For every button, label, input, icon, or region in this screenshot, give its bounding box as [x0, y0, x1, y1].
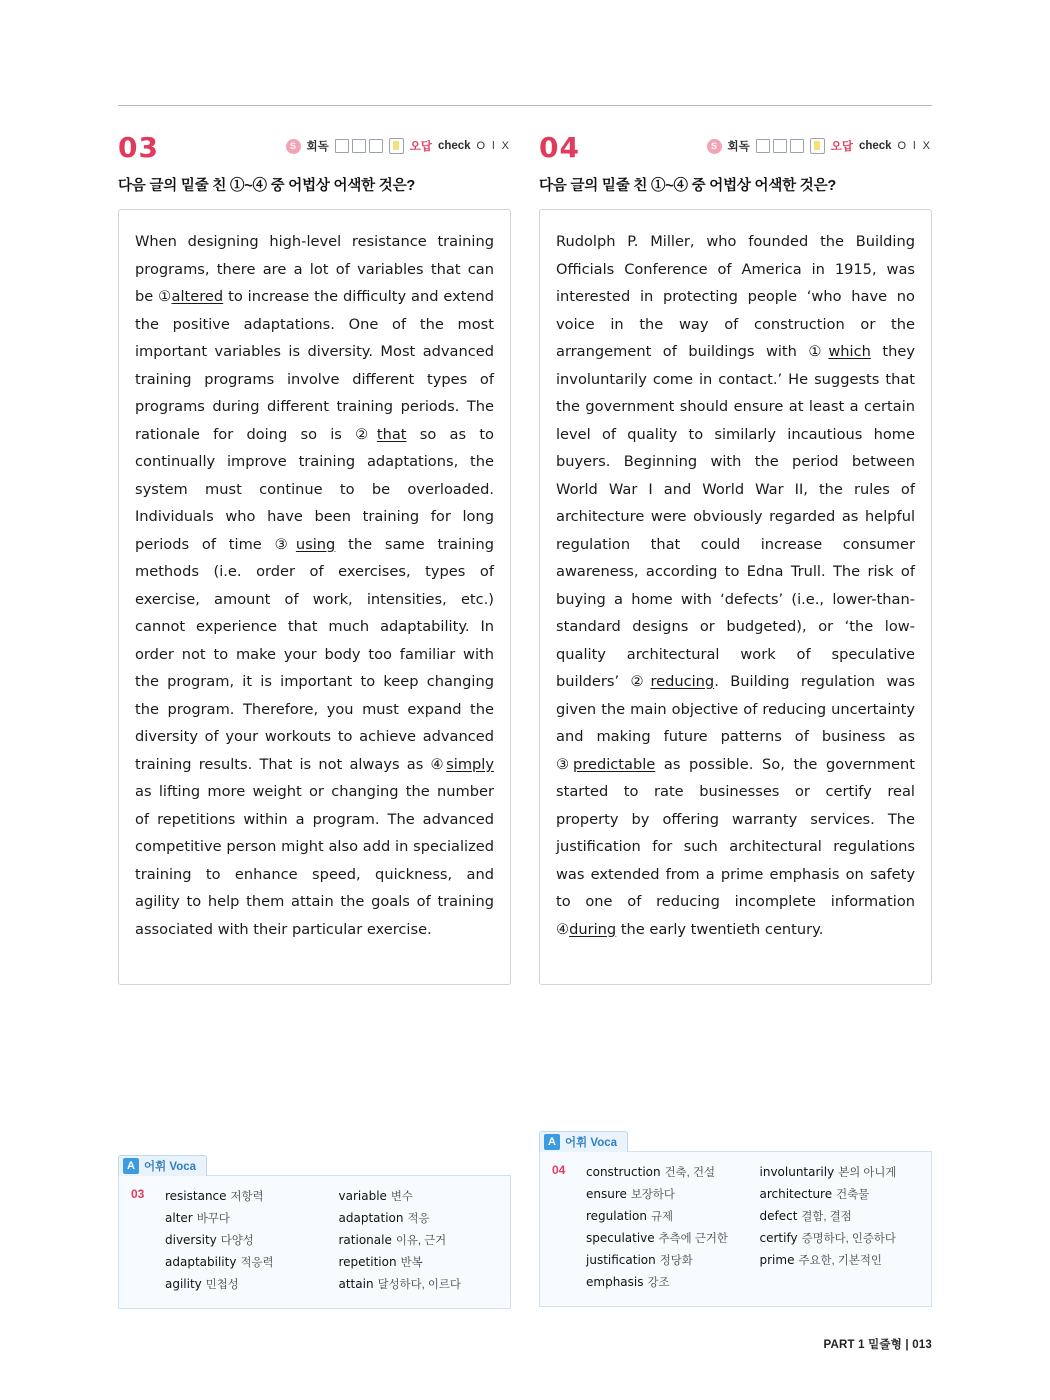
vocabulary-title: 어휘 Voca — [144, 1161, 197, 1173]
pencil-icon — [389, 138, 404, 154]
vocabulary-item — [586, 1272, 746, 1294]
hoedok-label: 회독 — [727, 141, 750, 153]
vocabulary-term: architecture — [759, 1187, 833, 1201]
vocabulary-item — [586, 1250, 746, 1272]
pencil-icon — [810, 138, 825, 154]
checkbox[interactable] — [335, 139, 349, 153]
vocabulary-title: 어휘 Voca — [565, 1137, 618, 1149]
vocabulary-tab — [118, 1155, 207, 1176]
vocabulary-item — [165, 1230, 325, 1252]
two-column-layout — [118, 131, 932, 1291]
vocabulary-tab — [539, 1131, 628, 1152]
vocabulary-term: alter — [165, 1211, 193, 1225]
odap-label: 오답 — [830, 141, 853, 153]
vocabulary-meaning: 규제 — [650, 1211, 673, 1223]
question-prompt: 다음 글의 밑줄 친 ①~④ 중 어법상 어색한 것은? — [118, 178, 416, 194]
vocabulary-meaning: 바꾸다 — [196, 1213, 230, 1225]
page-footer: PART 1 밑줄형 | 013 — [823, 1339, 932, 1351]
vocabulary-item — [339, 1186, 499, 1208]
vocabulary-meaning: 민첩성 — [205, 1279, 239, 1291]
vocabulary-term: resistance — [165, 1189, 227, 1203]
vocabulary-column — [165, 1186, 325, 1296]
checkbox[interactable] — [790, 139, 804, 153]
vocabulary-number: 04 — [552, 1163, 566, 1177]
question-column-04 — [539, 131, 932, 1289]
vocabulary-item — [586, 1184, 746, 1206]
vocabulary-term: justification — [586, 1253, 656, 1267]
vocabulary-meaning: 보장하다 — [630, 1189, 675, 1201]
stamp-icon: S — [286, 139, 301, 154]
vocabulary-item — [760, 1250, 920, 1272]
progress-check-group-04 — [707, 138, 933, 154]
vocabulary-meaning: 본의 아니게 — [838, 1167, 897, 1179]
vocabulary-term: speculative — [586, 1231, 655, 1245]
vocabulary-meaning: 주요한, 기본적인 — [798, 1255, 882, 1267]
vocabulary-column — [586, 1162, 746, 1294]
question-header-03 — [118, 132, 511, 172]
check-label: check — [858, 140, 892, 152]
vocabulary-term: diversity — [165, 1233, 217, 1247]
checkbox[interactable] — [352, 139, 366, 153]
vocabulary-item — [586, 1162, 746, 1184]
vocabulary-term: construction — [586, 1165, 661, 1179]
vocabulary-body — [118, 1175, 511, 1309]
vocabulary-term: prime — [759, 1253, 795, 1267]
question-number: 04 — [539, 131, 580, 164]
vocabulary-columns — [586, 1162, 919, 1294]
vocabulary-term: ensure — [586, 1187, 627, 1201]
vocabulary-term: repetition — [338, 1255, 397, 1269]
vocabulary-item — [165, 1208, 325, 1230]
oix-toggle[interactable]: O l X — [897, 140, 932, 152]
hoedok-checkboxes[interactable] — [335, 139, 383, 153]
vocabulary-meaning: 건축, 건설 — [664, 1167, 715, 1179]
vocabulary-meaning: 달성하다, 이르다 — [377, 1279, 461, 1291]
vocabulary-term: rationale — [338, 1233, 392, 1247]
vocabulary-item — [339, 1252, 499, 1274]
vocabulary-meaning: 정당화 — [659, 1255, 693, 1267]
vocabulary-meaning: 반복 — [400, 1257, 423, 1269]
hoedok-label: 회독 — [306, 141, 329, 153]
vocabulary-item — [586, 1228, 746, 1250]
oix-toggle[interactable]: O l X — [476, 140, 511, 152]
vocabulary-column — [339, 1186, 499, 1296]
vocabulary-item — [760, 1184, 920, 1206]
odap-label: 오답 — [409, 141, 432, 153]
passage-text-03: When designing high-level resistance training programs, there are a lot of variables that can be ①altered to increase the difficulty and extend the positive adaptations. One of the most important variables is diversity. Most advanced training programs involve different types of programs during different training periods. The rationale for doing so is ②that so as to continually improve training adaptations, the system must continue to be overloaded. Individuals who have been training for long periods of time ③using the same training methods (i.e. order of exercises, types of exercise, amount of work, intensities, etc.) cannot experience that much adaptability. In order not to make your body too familiar with the program, it is important to keep changing the program. Therefore, you must expand the diversity of your workouts to achieve advanced training results. That is not always as ④simply as lifting more weight or changing the number of repetitions within a program. The advanced competitive person might also add in specialized training to enhance speed, quickness, and agility to help them attain the goals of training associated with their particular exercise. — [118, 209, 511, 985]
vocabulary-columns — [165, 1186, 498, 1296]
vocabulary-term: variable — [338, 1189, 387, 1203]
vocabulary-column — [760, 1162, 920, 1294]
vocabulary-term: attain — [338, 1277, 374, 1291]
header-divider — [118, 105, 932, 106]
progress-check-group-03 — [286, 138, 512, 154]
question-prompt: 다음 글의 밑줄 친 ①~④ 중 어법상 어색한 것은? — [539, 178, 837, 194]
checkbox[interactable] — [773, 139, 787, 153]
question-number: 03 — [118, 131, 159, 164]
vocabulary-term: adaptability — [165, 1255, 237, 1269]
vocabulary-meaning: 저항력 — [230, 1191, 264, 1203]
vocabulary-term: certify — [759, 1231, 798, 1245]
checkbox[interactable] — [369, 139, 383, 153]
vocabulary-meaning: 증명하다, 인증하다 — [801, 1233, 896, 1245]
question-header-04 — [539, 132, 932, 172]
vocabulary-term: emphasis — [586, 1275, 644, 1289]
vocabulary-item — [165, 1186, 325, 1208]
vocabulary-item — [165, 1274, 325, 1296]
vocabulary-item — [339, 1230, 499, 1252]
vocabulary-item — [760, 1228, 920, 1250]
vocabulary-badge: A — [123, 1158, 139, 1174]
vocabulary-meaning: 변수 — [390, 1191, 413, 1203]
check-label: check — [437, 140, 471, 152]
vocabulary-badge: A — [544, 1134, 560, 1150]
vocabulary-meaning: 결함, 결점 — [801, 1211, 852, 1223]
question-column-03 — [118, 131, 511, 1291]
vocabulary-meaning: 다양성 — [220, 1235, 254, 1247]
vocabulary-term: regulation — [586, 1209, 647, 1223]
vocabulary-item — [339, 1274, 499, 1296]
vocabulary-term: defect — [759, 1209, 798, 1223]
vocabulary-meaning: 이유, 근거 — [395, 1235, 447, 1247]
vocabulary-term: agility — [165, 1277, 202, 1291]
vocabulary-meaning: 추측에 근거한 — [658, 1233, 728, 1245]
vocabulary-box-04 — [539, 1130, 932, 1307]
vocabulary-item — [165, 1252, 325, 1274]
vocabulary-meaning: 적응 — [407, 1213, 430, 1225]
stamp-icon: S — [707, 139, 722, 154]
vocabulary-meaning: 적응력 — [240, 1257, 274, 1269]
vocabulary-meaning: 강조 — [647, 1277, 670, 1289]
passage-text-04: Rudolph P. Miller, who founded the Building Officials Conference of America in 1915, was interested in protecting people ‘who have no voice in the way of construction or the arrangement of buildings with ①which they involuntarily come in contact.’ He suggests that the government should ensure at least a certain level of quality to similarly incautious home buyers. Beginning with the period between World War I and World War II, the rules of architecture were obviously regarded as helpful regulation that could increase consumer awareness, according to Edna Trull. The risk of buying a home with ‘defects’ (i.e., lower-than-standard designs or budgeted), or ‘the low-quality architectural work of speculative builders’ ②reducing. Building regulation was given the main objective of reducing uncertainty and making future patterns of business as ③predictable as possible. So, the government started to rate businesses or certify real property by offering warranty services. The justification for such architectural regulations was extended from a prime emphasis on safety to one of reducing incomplete information ④during the early twentieth century. — [539, 209, 932, 985]
vocabulary-box-03 — [118, 1154, 511, 1309]
vocabulary-item — [760, 1162, 920, 1184]
vocabulary-item — [586, 1206, 746, 1228]
vocabulary-term: involuntarily — [759, 1165, 835, 1179]
vocabulary-number: 03 — [131, 1187, 145, 1201]
checkbox[interactable] — [756, 139, 770, 153]
vocabulary-item — [339, 1208, 499, 1230]
vocabulary-item — [760, 1206, 920, 1228]
hoedok-checkboxes[interactable] — [756, 139, 804, 153]
vocabulary-body — [539, 1151, 932, 1307]
vocabulary-meaning: 건축물 — [836, 1189, 870, 1201]
vocabulary-term: adaptation — [338, 1211, 404, 1225]
